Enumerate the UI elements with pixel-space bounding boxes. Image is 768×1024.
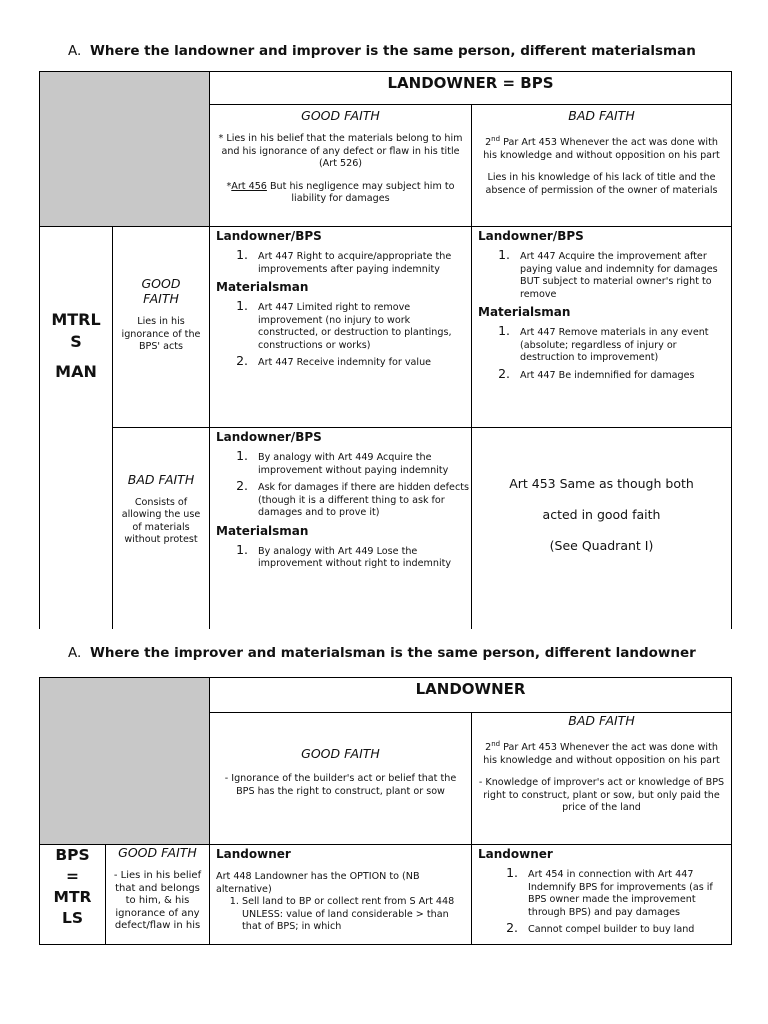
list-item: 1. Art 454 in connection with Art 447 Indemnify BPS for improvements (as if BPS owner made the improvement through BPS) and pay damages: [522, 867, 731, 919]
ordinal-number: 2: [485, 742, 492, 754]
bad-faith-description: [480, 133, 723, 162]
list-item: 2. Cannot compel builder to buy land: [522, 922, 731, 937]
section-2-heading: [68, 645, 696, 661]
side-label-line-3: MAN: [55, 362, 97, 381]
section-1-heading-text: Where the landowner and improver is the same person, different materialsman: [90, 43, 696, 59]
side-label-2-line-2: =: [66, 867, 79, 885]
q1-landowner-list: [210, 249, 471, 276]
bad-faith-header-2: BAD FAITH: [568, 713, 635, 728]
page-break-mask: [30, 629, 740, 635]
table-2-title: LANDOWNER: [210, 678, 732, 713]
good-faith-header-2: GOOD FAITH: [301, 746, 380, 761]
note-text: But his negligence may subject him to liability for damages: [266, 180, 455, 204]
q2-1-title: Landowner: [216, 847, 291, 861]
materialsman-side-label-cell: [40, 227, 113, 631]
list-item: 1. Art 447 Limited right to remove improvement (no injury to work constructed, or destruction to plantings, constructions or works): [252, 300, 471, 352]
row-good-label-1: GOOD: [141, 276, 181, 292]
list-item: 2. Ask for damages if there are hidden defects (though it is a different thing to ask for damages and to prove it): [252, 480, 471, 520]
art-456-reference: Art 456: [231, 180, 267, 192]
q2-1-text: Art 448 Landowner has the OPTION to (NB alternative): [216, 871, 420, 895]
side-label-line-1: MTRL: [51, 310, 101, 329]
ordinal-suffix: nd: [491, 135, 501, 143]
list-item: 1. Art 447 Acquire the improvement after paying value and indemnity for damages BUT subject to material owner's right to remove: [514, 249, 731, 301]
q2-2-title: Landowner: [478, 847, 553, 861]
section-2-heading-text: Where the improver and materialsman is the same person, different landowner: [90, 645, 696, 661]
q2-1-list: [210, 896, 471, 934]
q2-landowner-list: [472, 249, 731, 301]
side-label-2-line-1: BPS: [55, 846, 90, 864]
quadrant-4: [472, 428, 732, 631]
side-label-line-2: S: [70, 332, 82, 351]
bad-faith-description-text: Par Art 453 Whenever the act was done with his knowledge and without opposition on his part: [483, 742, 720, 766]
ordinal-suffix: nd: [491, 740, 501, 748]
q4-line-1: Art 453 Same as though both: [509, 475, 694, 491]
row-bad-label: BAD FAITH: [127, 471, 195, 487]
q4-line-2: acted in good faith: [542, 506, 661, 522]
table-landowner: [39, 677, 732, 945]
bad-faith-description-2: Lies in his knowledge of his lack of title and the absence of permission of the owner of materials: [485, 172, 718, 196]
quadrant-2-2: [472, 845, 732, 945]
q3-landowner-list: [210, 450, 471, 520]
quadrant-2: [472, 227, 732, 428]
good-faith-description-2: - Ignorance of the builder's act or belief that the BPS has the right to construct, plant or sow: [224, 773, 457, 797]
note-asterisk: *: [226, 180, 232, 192]
bad-faith-description-2b: - Knowledge of improver's act or knowledge of BPS right to construct, plant or sow, but only paid the price of the land: [478, 777, 725, 814]
list-item: 1. Art 447 Right to acquire/appropriate the improvements after paying indemnity: [252, 249, 471, 276]
materialsman-good-faith-label-cell: [113, 227, 210, 428]
landowner-bad-faith-cell-2: [472, 713, 732, 845]
list-item: 1. By analogy with Art 449 Lose the improvement without right to indemnity: [252, 544, 471, 571]
landowner-bad-faith-cell: [472, 105, 732, 227]
side-label-2-line-3: MTR: [53, 888, 92, 906]
row-good-description: Lies in his ignorance of the BPS' acts: [121, 316, 201, 353]
list-item: 1. Sell land to BP or collect rent from S Art 448 UNLESS: value of land considerable > than that of BPS; in which: [242, 896, 471, 934]
q3-materialsman-list: [210, 544, 471, 571]
row-good-description-2: - Lies in his belief that and belongs to him, & his ignorance of any defect/flaw in his: [113, 870, 202, 931]
landowner-good-faith-cell: [210, 105, 472, 227]
section-1-heading: [68, 43, 696, 59]
bad-faith-description-text: Par Art 453 Whenever the act was done with his knowledge and without opposition on his part: [483, 137, 720, 161]
section-2-letter: A.: [68, 645, 82, 661]
q2-landowner-title: Landowner/BPS: [478, 229, 584, 243]
good-faith-header: GOOD FAITH: [301, 108, 380, 123]
q1-materialsman-title: Materialsman: [216, 280, 309, 294]
list-item: 2. Art 447 Receive indemnity for value: [252, 355, 471, 370]
row-good-label-2: GOOD FAITH: [118, 845, 197, 860]
list-item: 1. By analogy with Art 449 Acquire the improvement without paying indemnity: [252, 450, 471, 477]
materialsman-bad-faith-label-cell: [113, 428, 210, 631]
list-item: 2. Art 447 Be indemnified for damages: [514, 368, 731, 383]
q4-line-3: (See Quadrant I): [549, 537, 654, 553]
section-1-letter: A.: [68, 43, 82, 59]
list-item: 1. Art 447 Remove materials in any event (absolute; regardless of injury or destruction to improvement): [514, 325, 731, 365]
bad-faith-header: BAD FAITH: [568, 108, 635, 123]
q3-materialsman-title: Materialsman: [216, 523, 309, 538]
row-good-label-2: FAITH: [143, 291, 179, 307]
q1-materialsman-list: [210, 300, 471, 370]
quadrant-1: [210, 227, 472, 428]
corner-cell: [40, 72, 210, 227]
corner-cell-2: [40, 678, 210, 845]
table-1-title: LANDOWNER = BPS: [210, 72, 732, 105]
q1-landowner-title: Landowner/BPS: [216, 229, 322, 243]
quadrant-2-1: [210, 845, 472, 945]
q2-materialsman-list: [472, 325, 731, 382]
q2-2-list: [472, 867, 731, 937]
quadrant-3: [210, 428, 472, 631]
table-landowner-bps: [39, 71, 732, 631]
improver-good-faith-label-cell: [106, 845, 210, 945]
bad-faith-description-2a: [478, 738, 725, 767]
landowner-good-faith-cell-2: [210, 713, 472, 845]
q3-landowner-title: Landowner/BPS: [216, 430, 322, 444]
side-label-2-line-4: LS: [61, 909, 84, 927]
bps-side-label-cell: [40, 845, 106, 945]
good-faith-description: * Lies in his belief that the materials belong to him and his ignorance of any defect or flaw in his title (Art 526): [218, 133, 463, 169]
q2-materialsman-title: Materialsman: [478, 305, 571, 319]
ordinal-number: 2: [485, 137, 492, 149]
good-faith-note: [218, 181, 463, 206]
row-bad-description: Consists of allowing the use of materials without protest: [121, 496, 201, 545]
